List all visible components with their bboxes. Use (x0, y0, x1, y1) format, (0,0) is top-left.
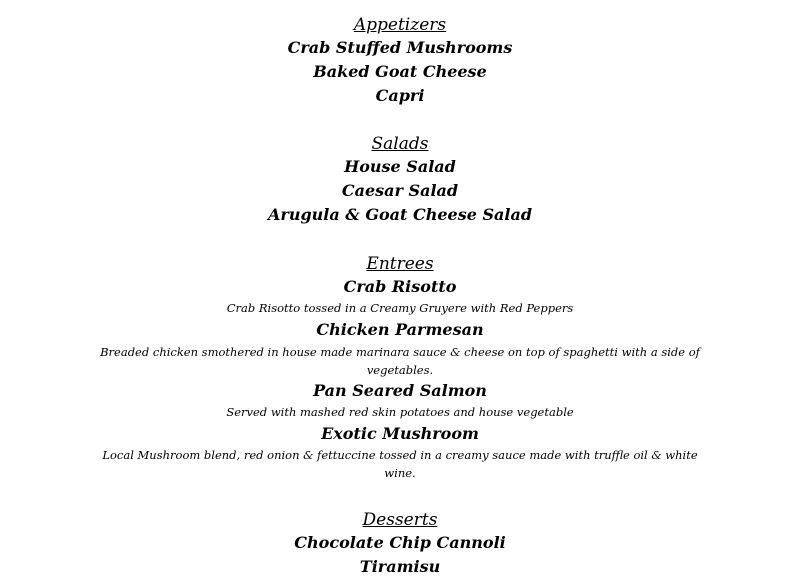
appetizer-item: Capri (375, 86, 425, 105)
entree-name: Crab Risotto (343, 277, 457, 296)
dessert-item: Chocolate Chip Cannoli (294, 533, 506, 552)
entree-description: Breaded chicken smothered in house made marinara sauce & cheese on top of spaghetti with a side of vegetables. (100, 345, 700, 377)
salads-heading: Salads (371, 134, 429, 154)
appetizer-item: Baked Goat Cheese (313, 62, 487, 81)
dessert-item: Tiramisu (359, 557, 441, 576)
salad-item: Arugula & Goat Cheese Salad (267, 205, 533, 224)
salad-item: House Salad (344, 157, 456, 176)
entrees-heading: Entrees (366, 254, 434, 274)
desserts-heading: Desserts (362, 510, 438, 530)
appetizer-item: Crab Stuffed Mushrooms (287, 38, 513, 57)
entree-description: Crab Risotto tossed in a Creamy Gruyere with Red Peppers (226, 301, 574, 315)
appetizers-heading: Appetizers (353, 15, 447, 35)
entree-description: Local Mushroom blend, red onion & fettuccine tossed in a creamy sauce made with truffle oil & white wine. (102, 448, 698, 480)
entree-name: Pan Seared Salmon (313, 381, 487, 400)
entree-name: Exotic Mushroom (321, 424, 479, 443)
entree-description: Served with mashed red skin potatoes and house vegetable (226, 405, 574, 419)
entree-name: Chicken Parmesan (316, 320, 484, 339)
salad-item: Caesar Salad (341, 181, 459, 200)
